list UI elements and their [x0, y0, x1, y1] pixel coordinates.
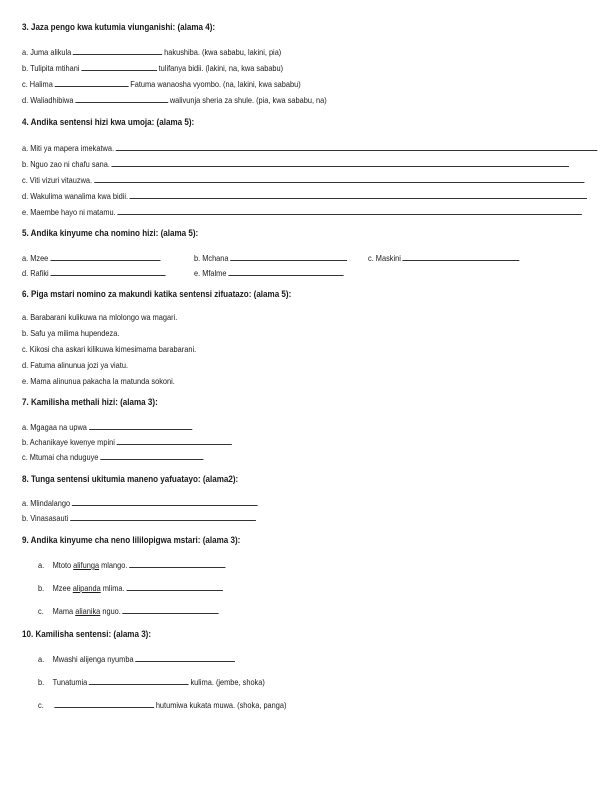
q10-item-c [38, 699, 286, 711]
answer-blank[interactable] [117, 436, 232, 445]
answer-blank[interactable] [72, 497, 258, 506]
q9-c-text-end: nguo. [102, 606, 121, 616]
answer-blank[interactable] [89, 676, 189, 685]
q4-item-b [22, 158, 571, 170]
q4-item-c [22, 174, 586, 186]
answer-blank[interactable] [117, 206, 581, 215]
question-8-title: 8. Tunga sentensi ukitumia maneno yafuatayo: (alama2): [22, 473, 239, 484]
answer-blank[interactable] [230, 252, 347, 261]
answer-blank[interactable] [81, 62, 157, 71]
answer-blank[interactable] [112, 158, 570, 167]
answer-blank[interactable] [50, 252, 160, 261]
q10-c-options: hutumiwa kukata muwa. (shoka, panga) [155, 700, 287, 710]
q9-a-text: Mtoto [52, 560, 72, 570]
q5-b-text: b. Mchana [194, 253, 229, 263]
q10-c-label: c. [38, 700, 44, 710]
q9-a-underlined-word: alifunga [73, 560, 100, 570]
answer-blank[interactable] [116, 142, 598, 151]
q6-item-c: c. Kikosi cha askari kilikuwa kimesimama barabarani. [22, 344, 197, 354]
question-5-title: 5. Andika kinyume cha nomino hizi: (alama 5): [22, 227, 199, 238]
q7-a-text: a. Mgagaa na upwa [22, 422, 87, 432]
q7-c-text: c. Mtumai cha nduguye [22, 452, 99, 462]
q3-a-options: hakushiba. (kwa sababu, lakini, pia) [164, 47, 282, 57]
q5-a-text: a. Mzee [22, 253, 49, 263]
q9-b-underlined-word: alipanda [72, 583, 101, 593]
question-9-title: 9. Andika kinyume cha neno lililopigwa mstari: (alama 3): [22, 534, 241, 545]
q9-c-text: Mama [52, 606, 74, 616]
answer-blank[interactable] [129, 559, 225, 568]
q5-c-text: c. Maskini [368, 253, 401, 263]
q5-item-b [194, 252, 349, 264]
answer-blank[interactable] [73, 46, 162, 55]
q10-a-text: Mwashi alijenga nyumba [52, 654, 134, 664]
q9-b-text: Mzee [52, 583, 71, 593]
q3-item-a [22, 46, 281, 58]
answer-blank[interactable] [94, 174, 584, 183]
q3-item-b [22, 62, 283, 74]
q5-item-c [368, 252, 521, 264]
answer-blank[interactable] [75, 94, 168, 103]
answer-blank[interactable] [228, 267, 343, 276]
q5-item-d [22, 267, 167, 279]
q10-b-label: b. [38, 677, 45, 687]
q4-c-text: c. Viti vizuri vitauzwa. [22, 175, 93, 185]
answer-blank[interactable] [123, 605, 219, 614]
q4-a-text: a. Miti ya mapera imekatwa. [22, 143, 115, 153]
answer-blank[interactable] [55, 78, 129, 87]
q7-item-a [22, 421, 194, 433]
q9-b-label: b. [38, 583, 45, 593]
q7-item-b [22, 436, 234, 448]
q3-a-text: a. Juma alikula [22, 47, 72, 57]
q8-b-text: b. Vinasasauti [22, 513, 69, 523]
q4-e-text: e. Maembe hayo ni matamu. [22, 207, 116, 217]
q9-item-c [38, 605, 221, 617]
q6-item-a: a. Barabarani kulikuwa na mlolongo wa magari. [22, 312, 178, 322]
question-3-title: 3. Jaza pengo kwa kutumia viunganishi: (alama 4): [22, 21, 216, 32]
q10-item-a [38, 653, 237, 665]
q3-d-text: d. Waliadhibiwa [22, 95, 74, 105]
answer-blank[interactable] [135, 653, 235, 662]
q4-b-text: b. Nguo zao ni chafu sana. [22, 159, 110, 169]
q4-item-d [22, 190, 589, 202]
q9-a-text-end: mlango. [101, 560, 128, 570]
q7-item-c [22, 451, 205, 463]
question-4-title: 4. Andika sentensi hizi kwa umoja: (alama 5): [22, 116, 195, 127]
q5-item-a [22, 252, 162, 264]
q9-item-b [38, 582, 224, 594]
q6-item-e: e. Mama alinunua pakacha la matunda sokoni. [22, 376, 175, 386]
q9-b-text-end: mlima. [102, 583, 125, 593]
q3-d-options: walivunja sheria za shule. (pia, kwa sababu, na) [169, 95, 327, 105]
q4-item-e [22, 206, 584, 218]
q3-c-text: c. Halima [22, 79, 53, 89]
q5-e-text: e. Mfalme [194, 268, 227, 278]
q6-item-d: d. Fatuma alinunua jozi ya viatu. [22, 360, 128, 370]
q10-b-options: kulima. (jembe, shoka) [190, 677, 265, 687]
answer-blank[interactable] [403, 252, 520, 261]
q3-item-c [22, 78, 301, 90]
q10-a-label: a. [38, 654, 45, 664]
q3-b-options: tulifanya bidii. (lakini, na, kwa sababu) [158, 63, 284, 73]
q5-item-e [194, 267, 345, 279]
answer-blank[interactable] [130, 190, 588, 199]
q9-c-underlined-word: alianika [75, 606, 101, 616]
answer-blank[interactable] [126, 582, 222, 591]
q10-item-b [38, 676, 265, 688]
answer-blank[interactable] [100, 451, 203, 460]
q9-item-a [38, 559, 227, 571]
q3-b-text: b. Tulipita mtihani [22, 63, 80, 73]
answer-blank[interactable] [50, 267, 165, 276]
q9-a-label: a. [38, 560, 45, 570]
q7-b-text: b. Achanikaye kwenye mpini [22, 437, 115, 447]
q3-item-d [22, 94, 327, 106]
q4-item-a [22, 142, 599, 154]
q8-a-text: a. Mlindalango [22, 498, 71, 508]
answer-blank[interactable] [70, 512, 256, 521]
question-10-title: 10. Kamilisha sentensi: (alama 3): [22, 628, 152, 639]
q9-c-label: c. [38, 606, 44, 616]
q6-item-b: b. Safu ya milima hupendeza. [22, 328, 120, 338]
q8-item-b [22, 512, 258, 524]
q8-item-a [22, 497, 259, 509]
answer-blank[interactable] [54, 699, 154, 708]
question-6-title: 6. Piga mstari nomino za makundi katika sentensi zifuatazo: (alama 5): [22, 288, 292, 299]
q4-d-text: d. Wakulima wanalima kwa bidii. [22, 191, 129, 201]
q5-d-text: d. Rafiki [22, 268, 49, 278]
question-7-title: 7. Kamilisha methali hizi: (alama 3): [22, 396, 158, 407]
q3-c-options: Fatuma wanaosha vyombo. (na, lakini, kwa sababu) [130, 79, 301, 89]
answer-blank[interactable] [89, 421, 192, 430]
q10-b-text: Tunatumia [52, 677, 88, 687]
